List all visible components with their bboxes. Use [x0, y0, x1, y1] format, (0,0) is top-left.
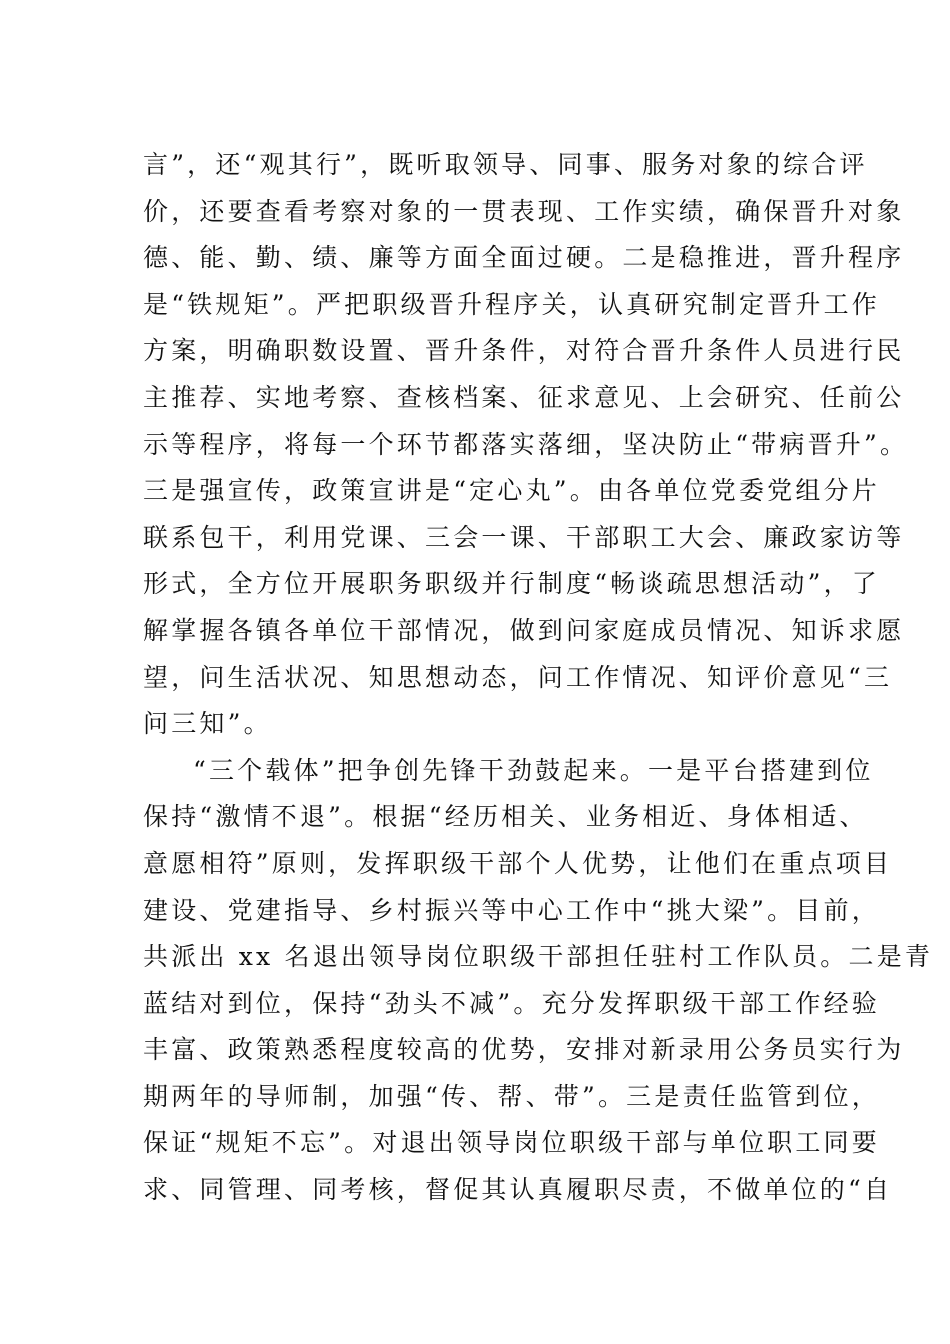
text-line: 望，问生活状况、知思想动态，问工作情况、知评价意见“三 [143, 662, 893, 692]
text-line: 形式，全方位开展职务职级并行制度“畅谈疏思想活动”，了 [143, 569, 880, 599]
text-line: 示等程序，将每一个环节都落实落细，坚决防止“带病晋升”。 [143, 429, 909, 459]
text-line: 保持“激情不退”。根据“经历相关、业务相近、身体相适、 [143, 802, 868, 832]
text-line: 丰富、政策熟悉程度较高的优势，安排对新录用公务员实行为 [143, 1035, 905, 1065]
text-line: 保证“规矩不忘”。对退出领导岗位职级干部与单位职工同要 [143, 1128, 880, 1158]
text-line: 价，还要查看考察对象的一贯表现、工作实绩，确保晋升对象 [143, 196, 905, 226]
text-line: 问三知”。 [143, 709, 272, 739]
paragraph-start-line: “三个载体”把争创先锋干劲鼓起来。一是平台搭建到位 [193, 755, 874, 785]
text-line: 是“铁规矩”。严把职级晋升程序关，认真研究制定晋升工作 [143, 289, 880, 319]
text-line: 解掌握各镇各单位干部情况，做到问家庭成员情况、知诉求愿 [143, 615, 905, 645]
body-text [143, 142, 934, 1214]
text-line: 德、能、勤、绩、廉等方面全面过硬。二是稳推进，晋升程序 [143, 243, 905, 273]
text-line: 期两年的导师制，加强“传、帮、带”。三是责任监管到位， [143, 1081, 880, 1111]
text-line: 求、同管理、同考核，督促其认真履职尽责，不做单位的“自 [143, 1175, 893, 1205]
text-line: 方案，明确职数设置、晋升条件，对符合晋升条件人员进行民 [143, 336, 905, 366]
text-line: 联系包干，利用党课、三会一课、干部职工大会、廉政家访等 [143, 522, 905, 552]
text-line: 蓝结对到位，保持“劲头不减”。充分发挥职级干部工作经验 [143, 988, 880, 1018]
text-line: 意愿相符”原则，发挥职级干部个人优势，让他们在重点项目 [143, 848, 893, 878]
text-line: 建设、党建指导、乡村振兴等中心工作中“挑大梁”。目前， [143, 895, 880, 925]
text-line: 主推荐、实地考察、查核档案、征求意见、上会研究、任前公 [143, 382, 905, 412]
text-line: 三是强宣传，政策宣讲是“定心丸”。由各单位党委党组分片 [143, 476, 880, 506]
text-line: 共派出 xx 名退出领导岗位职级干部担任驻村工作队员。二是青 [143, 942, 934, 972]
text-line: 言”，还“观其行”，既听取领导、同事、服务对象的综合评 [143, 150, 868, 179]
